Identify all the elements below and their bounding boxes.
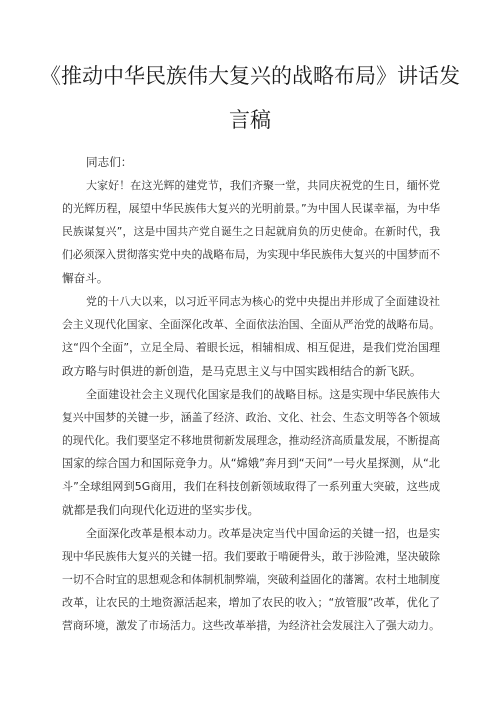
paragraph-line: 现中华民族伟大复兴的关键一招。我们要敢于啃硬骨头，敢于涉险滩，坚决破除 xyxy=(62,550,440,563)
paragraph-line: 斗”全球组网到5G商用，我们在科技创新领域取得了一系列重大突破，这些成 xyxy=(62,480,440,493)
paragraph-line: 政方略与时俱进的新创造，是马克思主义与中国实践相结合的新飞跃。 xyxy=(62,364,422,378)
paragraph-line: 们必须深入贯彻落实党中央的战略布局，为实现中华民族伟大复兴的中国梦而不 xyxy=(62,248,440,261)
paragraph-line: 会主义现代化国家、全面深化改革、全面依法治国、全面从严治党的战略布局。 xyxy=(62,318,440,331)
paragraph-line: 改革，让农民的土地资源活起来，增加了农民的收入；“放管服”改革，优化了 xyxy=(62,596,440,609)
document-title-line-2: 言稿 xyxy=(229,108,271,132)
paragraph-line: 的现代化。我们要坚定不移地贯彻新发展理念，推动经济高质量发展，不断提高 xyxy=(62,434,440,447)
paragraph-line: 国家的综合国力和国际竞争力。从“嫦娥”奔月到“天问”一号火星探测，从“北 xyxy=(62,457,440,470)
paragraph-line: 这“四个全面”，立足全局、着眼长远，相辅相成、相互促进，是我们党治国理 xyxy=(62,341,440,354)
paragraph-line: 懈奋斗。 xyxy=(62,271,109,285)
document-title-line-1: 《推动中华民族伟大复兴的战略布局》讲话发 xyxy=(40,64,460,88)
paragraph-line: 全面深化改革是根本动力。改革是决定当代中国命运的关键一招，也是实 xyxy=(86,527,440,540)
paragraph-line: 大家好！在这光辉的建党节，我们齐聚一堂，共同庆祝党的生日，缅怀党 xyxy=(86,179,440,192)
paragraph-line: 党的十八大以来，以习近平同志为核心的党中央提出并形成了全面建设社 xyxy=(86,295,440,308)
paragraph-line: 的光辉历程，展望中华民族伟大复兴的光明前景。”为中国人民谋幸福，为中华 xyxy=(62,202,440,215)
salutation: 同志们： xyxy=(86,155,133,169)
paragraph-line: 全面建设社会主义现代化国家是我们的战略目标。这是实现中华民族伟大 xyxy=(86,388,440,401)
paragraph-line: 民族谋复兴”，这是中国共产党自诞生之日起就肩负的历史使命。在新时代，我 xyxy=(62,225,440,238)
paragraph-line: 营商环境，激发了市场活力。这些改革举措，为经济社会发展注入了强大动力。 xyxy=(62,619,440,632)
paragraph-line: 就都是我们向现代化迈进的坚实步伐。 xyxy=(62,503,260,517)
paragraph-line: 复兴中国梦的关键一步，涵盖了经济、政治、文化、社会、生态文明等各个领域 xyxy=(62,411,440,424)
paragraph-line: 一切不合时宜的思想观念和体制机制弊端，突破利益固化的藩篱。农村土地制度 xyxy=(62,573,440,586)
